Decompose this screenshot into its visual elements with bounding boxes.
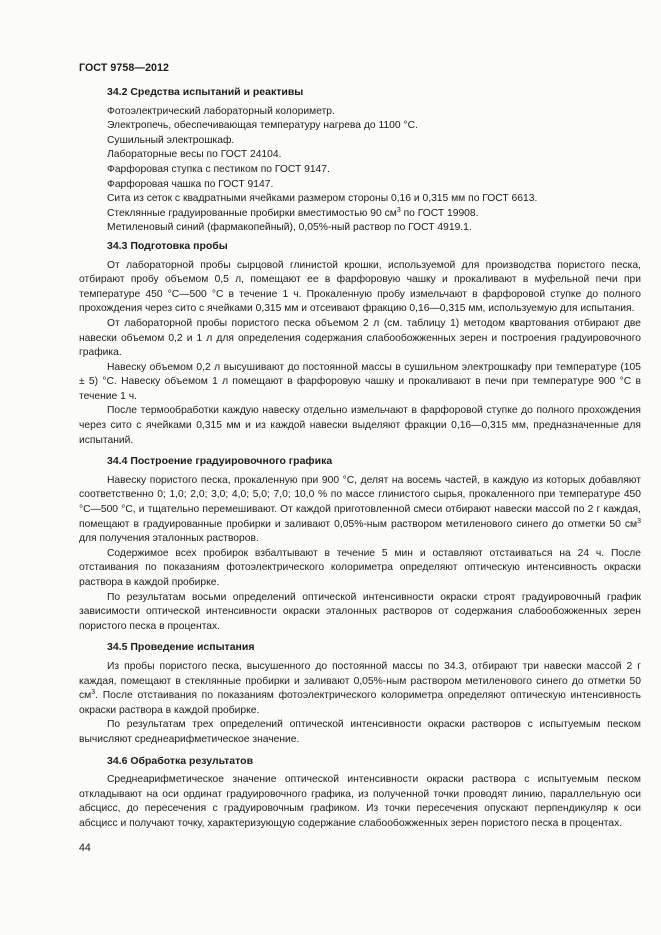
paragraph-text: Навеску пористого песка, прокаленную при 900 °С, делят на восемь частей, в каждую из которых добавляют соответственно 0; 1,0; 2,0; 3,0; 4,0; 5,0; 7,0; 10,0 % по массе глинистого сырья, прокаленного при температуре 450 °С—500 °С, и тщательно перемешивают. От каждой приготовленной смеси отбирают навески массой по 2 г каждая, помещают в градуированные пробирки и заливают 0,05%-ным раствором метиленового синего до отметки 50 см — [79, 474, 641, 530]
section-34-5-title: 34.5 Проведение испытания — [107, 641, 255, 654]
paragraph: Содержимое всех пробирок взбалтывают в течение 5 мин и оставляют отстаиваться на 24 ч. После отстаивания по показаниям фотоэлектрического колориметра определяют оптическую интенсивность окраски раствора в каждой пробирке. — [79, 547, 641, 588]
paragraph — [79, 660, 641, 718]
paragraph: После термообработки каждую навеску отдельно измельчают в фарфоровой ступке до полного прохождения через сито с ячейками 0,315 мм и из каждой навески выделяют фракции 0,16—0,315 мм, предназначенные для испытаний. — [79, 405, 641, 446]
list-item: Сушильный электрошкаф. — [107, 134, 235, 146]
paragraph: Навеску объемом 0,2 л высушивают до постоянной массы в сушильном электрошкафу при температуре (105 ± 5) °С. Навеску объемом 1 л помещают в фарфоровую чашку и прокаливают в печи при температуре 900 °С в течение 1 ч. — [79, 361, 641, 402]
list-item: Фарфоровая ступка с пестиком по ГОСТ 9147. — [107, 163, 330, 175]
list-item: Метиленовый синий (фармакопейный), 0,05%-ный раствор по ГОСТ 4919.1. — [107, 222, 472, 234]
paragraph: От лабораторной пробы пористого песка объемом 2 л (см. таблицу 1) методом квартования отбирают две навески объемом 0,2 и 1 л для определения содержания слабообожженных зерен и построения градуировочного графика. — [79, 317, 641, 359]
paragraph — [79, 474, 641, 547]
list-item-text: по ГОСТ 19908. — [400, 207, 479, 219]
document-code: ГОСТ 9758—2012 — [79, 62, 170, 74]
section-34-6-title: 34.6 Обработка результатов — [107, 754, 254, 767]
paragraph-text: Из пробы пористого песка, высушенного до постоянной массы по 34.3, отбирают три навески массой 2 г каждая, помещают в стеклянные пробирки и заливают 0,05%-ным раствором метиленового синего до отметки 50 см — [79, 660, 641, 702]
equipment-list — [79, 105, 641, 236]
paragraph-text: . После отстаивания по показаниям фотоэлектрического колориметра определяют оптическую интенсивность окраски раствора в каждой пробирке. — [79, 690, 641, 716]
list-item: Лабораторные весы по ГОСТ 24104. — [107, 149, 282, 161]
document-body — [79, 85, 641, 832]
paragraph: От лабораторной пробы сырцовой глинистой крошки, используемой для производства пористого песка, отбирают пробу объемом 0,5 л, помещают ее в фарфоровую чашку и прокаливают в муфельной печи при температуре 450 °С—500 °С в течение 1 ч. Прокаленную пробу измельчают в фарфоровой ступке до полного прохождения через сито с ячейками 0,315 мм и отсеивают фракцию 0,16—0,315 мм, используемую для испытания. — [79, 259, 641, 315]
list-item-text: Стеклянные градуированные пробирки вместимостью 90 см — [107, 207, 397, 219]
superscript: 3 — [637, 517, 641, 525]
list-item: Электропечь, обеспечивающая температуру нагрева до 1100 °С. — [107, 120, 418, 132]
list-item: Фарфоровая чашка по ГОСТ 9147. — [107, 178, 274, 190]
paragraph-text: для получения эталонных растворов. — [79, 533, 259, 545]
paragraph: По результатам восьми определений оптической интенсивности окраски строят градуировочный график зависимости оптической интенсивности окраски эталонных растворов от содержания слабообожженных зерен пористого песка в процентах. — [79, 591, 641, 632]
paragraph: Среднеарифметическое значение оптической интенсивности окраски раствора с испытуемым песком откладывают на оси ординат градуировочного графика, из полученной точки проводят линию, параллельную оси абсцисс, до пересечения с градуировочным графиком. Из точки пересечения опускают перпендикуляр к оси абсцисс и получают точку, характеризующую содержание слабообожженных зерен пористого песка в процентах. — [79, 774, 641, 829]
list-item: Сита из сеток с квадратными ячейками размером стороны 0,16 и 0,315 мм по ГОСТ 6613. — [107, 193, 538, 205]
paragraph: По результатам трех определений оптической интенсивности окраски растворов с испытуемым песком вычисляют среднеарифметическое значение. — [79, 719, 641, 745]
list-item: Фотоэлектрический лабораторный колориметр. — [107, 105, 335, 117]
section-34-3-title: 34.3 Подготовка пробы — [107, 239, 228, 252]
section-34-2-title: 34.2 Средства испытаний и реактивы — [107, 86, 304, 98]
page-number: 44 — [79, 842, 91, 854]
superscript: 3 — [91, 689, 96, 697]
list-item — [79, 207, 641, 222]
superscript: 3 — [396, 206, 401, 214]
section-34-4-title: 34.4 Построение градуировочного графика — [107, 455, 333, 468]
